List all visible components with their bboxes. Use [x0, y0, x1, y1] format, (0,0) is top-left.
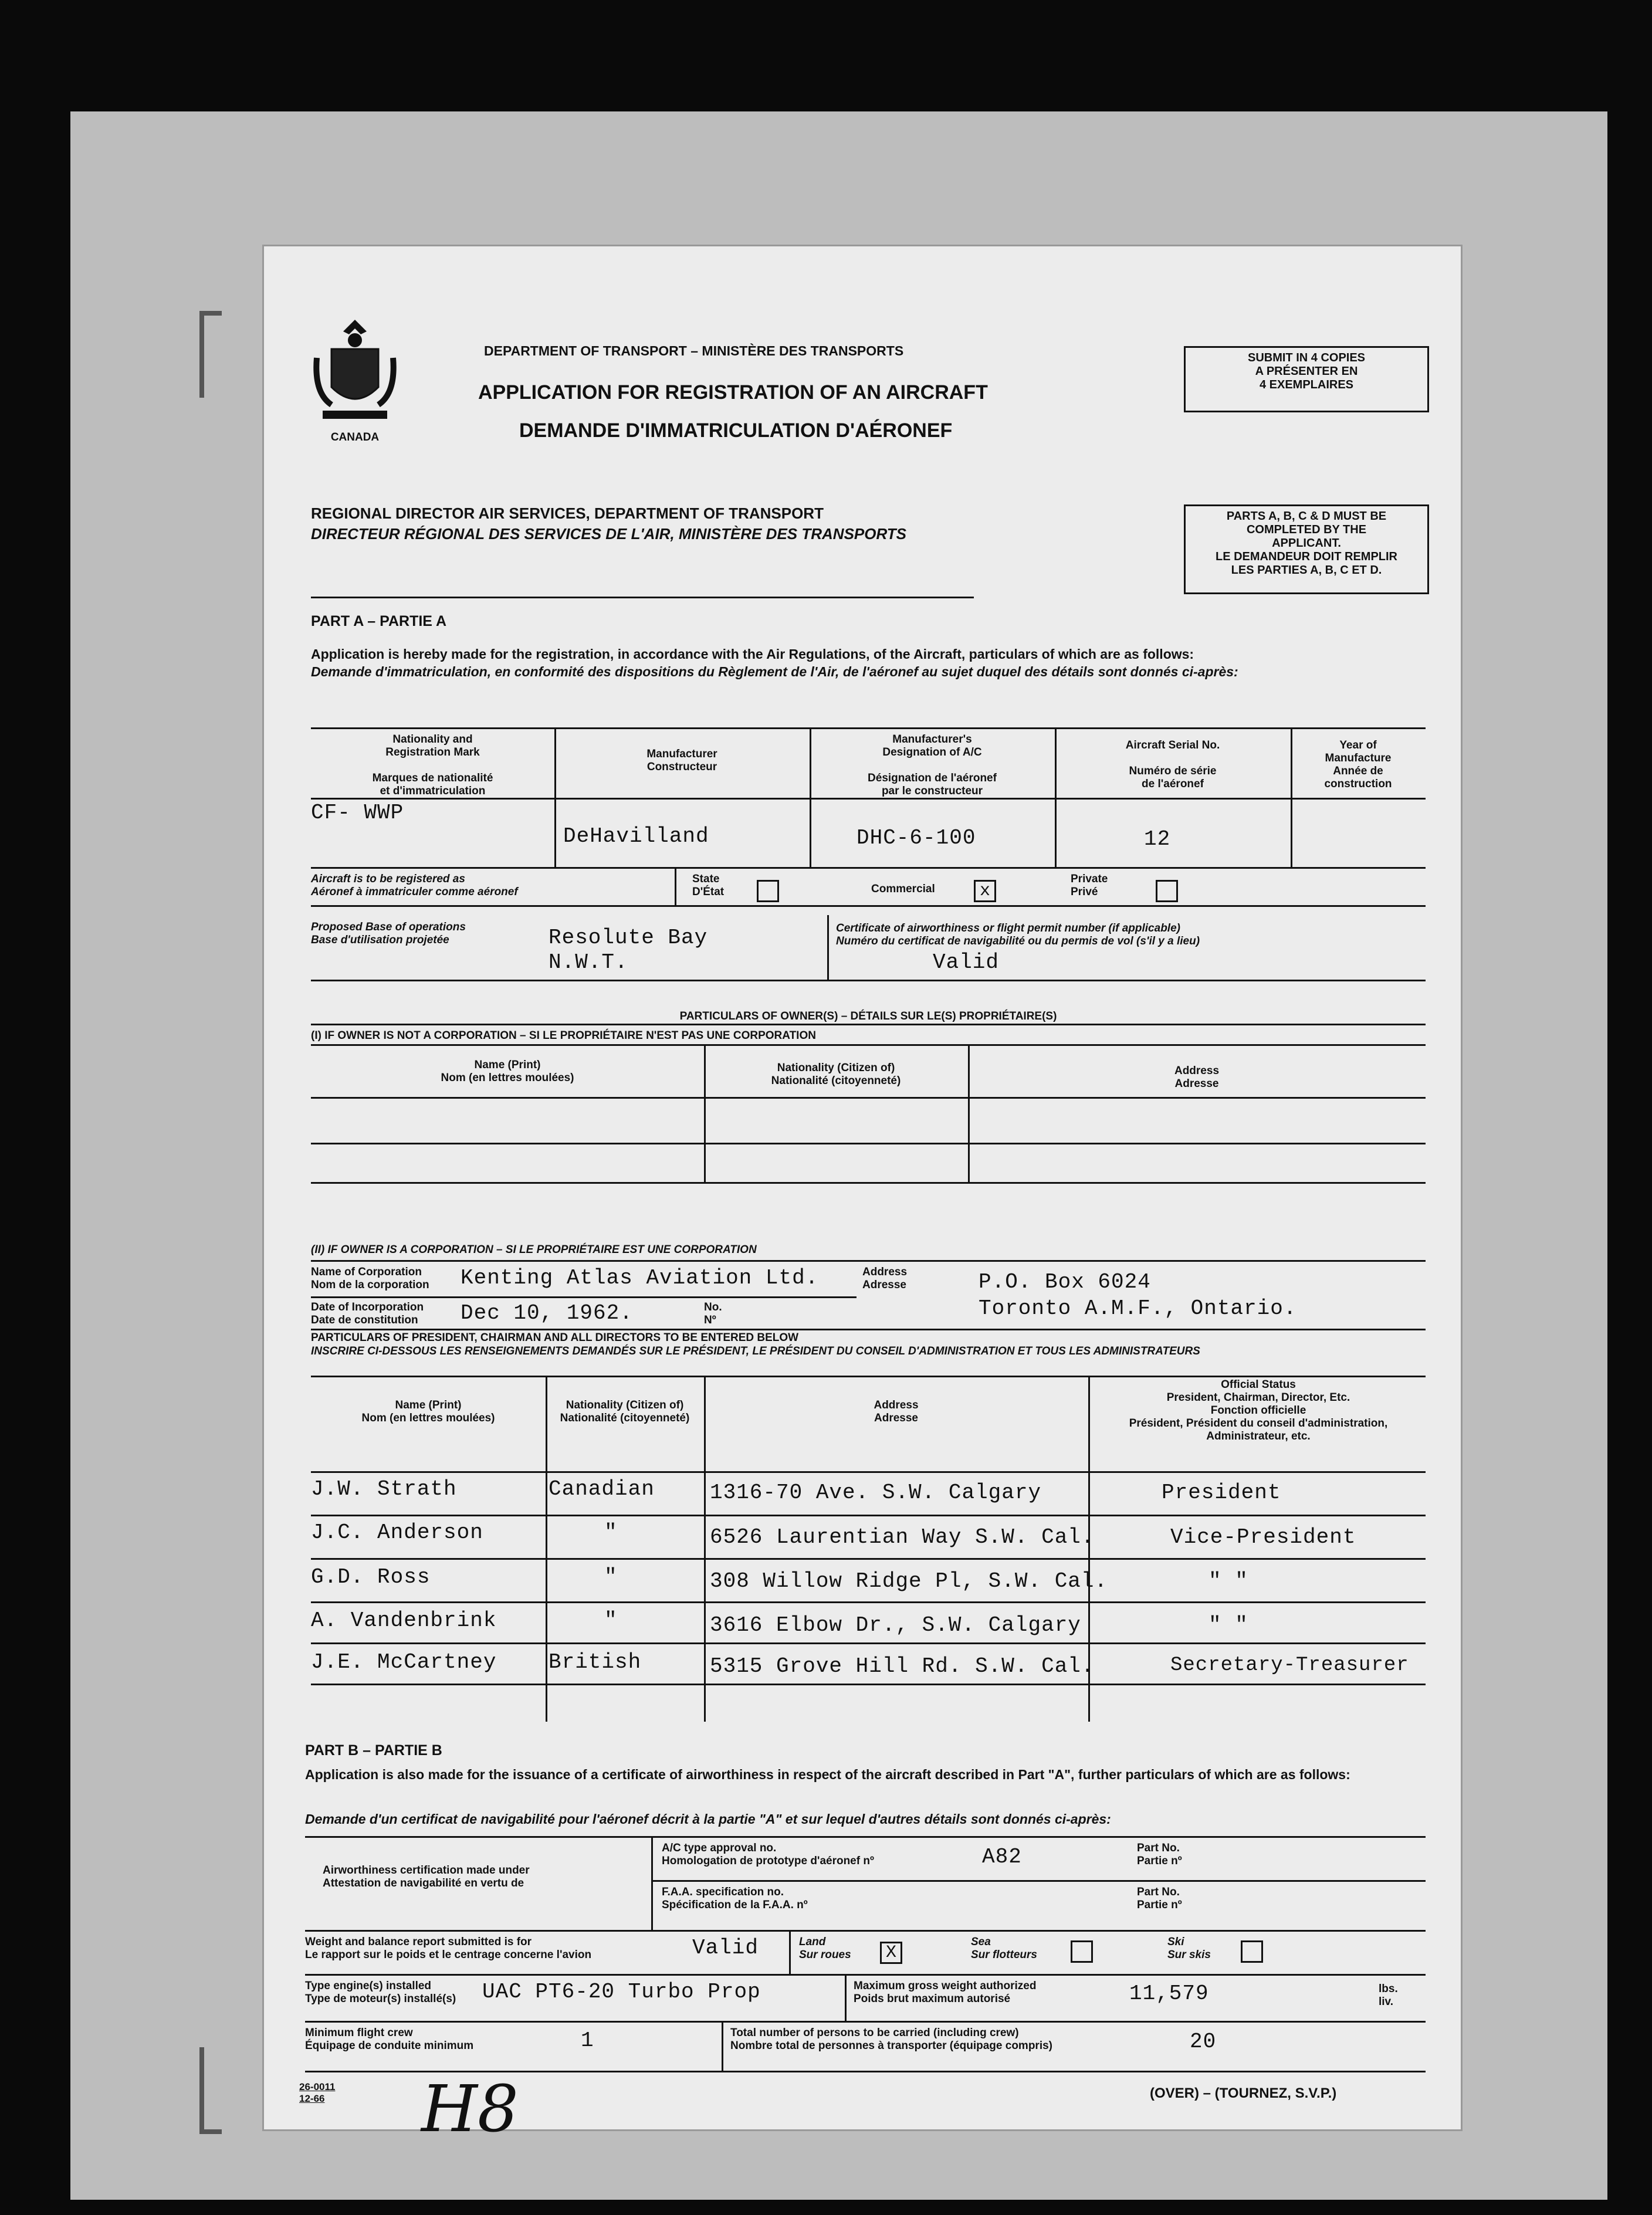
corp-address-line1: P.O. Box 6024: [979, 1270, 1151, 1294]
submit-copies-box: SUBMIT IN 4 COPIES A PRÉSENTER EN 4 EXEMPLAIRES: [1184, 346, 1429, 412]
owners-heading: PARTICULARS OF OWNER(S) – DÉTAILS SUR LE(S) PROPRIÉTAIRE(S): [679, 1010, 1057, 1022]
engine-value: UAC PT6-20 Turbo Prop: [482, 1980, 761, 2004]
serial-value: 12: [1144, 827, 1171, 851]
corp-name-value: Kenting Atlas Aviation Ltd.: [461, 1266, 819, 1290]
weight-unit: lbs. liv.: [1379, 1983, 1398, 2008]
parts-required-box: PARTS A, B, C & D MUST BE COMPLETED BY THE APPLICANT. LE DEMANDEUR DOIT REMPLIR LES PARTIES A, B, C ET D.: [1184, 504, 1429, 594]
weight-balance-value: Valid: [692, 1936, 759, 1960]
manufacturer-value: DeHavilland: [563, 824, 709, 848]
col-manufacturer-header: Manufacturer Constructeur: [646, 748, 717, 773]
weight-balance-label: Weight and balance report submitted is for Le rapport sur le poids et le centrage concerne l'avion: [305, 1936, 592, 1961]
department-line: DEPARTMENT OF TRANSPORT – MINISTÈRE DES TRANSPORTS: [484, 343, 904, 358]
director-nationality: ": [604, 1520, 618, 1545]
incorporation-date: Dec 10, 1962.: [461, 1301, 633, 1325]
corp-name-label: Name of Corporation Nom de la corporation: [311, 1266, 429, 1291]
official-status-header: Official Status President, Chairman, Director, Etc. Fonction officielle Président, Président du conseil d'administration, Administrateur, etc.: [1129, 1379, 1388, 1442]
corp-number-label: No. Nº: [704, 1301, 722, 1326]
col-year-header: Year of Manufacture Année de construction: [1324, 739, 1392, 790]
col-serial-header: Aircraft Serial No. Numéro de série de l'aéronef: [1125, 739, 1220, 790]
not-corporation-label: (I) IF OWNER IS NOT A CORPORATION – SI LE PROPRIÉTAIRE N'EST PAS UNE CORPORATION: [311, 1029, 816, 1042]
director-status: Vice-President: [1170, 1525, 1356, 1549]
col-nationality-header: Nationality and Registration Mark Marques de nationalité et d'immatriculation: [372, 733, 493, 797]
director-name: J.C. Anderson: [311, 1520, 483, 1545]
director-nationality: Canadian: [549, 1477, 655, 1501]
crop-bracket-bottom: [199, 2047, 222, 2134]
director-nationality-header: Nationality (Citizen of) Nationalité (citoyenneté): [560, 1399, 690, 1424]
part-b-heading: PART B – PARTIE B: [305, 1742, 442, 1759]
canada-crest-icon: [311, 317, 399, 428]
type-approval-label: A/C type approval no. Homologation de prototype d'aéronef nº: [662, 1842, 874, 1867]
director-name-header: Name (Print) Nom (en lettres moulées): [361, 1399, 495, 1424]
private-label: Private Privé: [1071, 873, 1108, 898]
certificate-value: Valid: [933, 950, 1000, 974]
form-title-en: APPLICATION FOR REGISTRATION OF AN AIRCRAFT: [478, 381, 988, 404]
faa-spec-label: F.A.A. specification no. Spécification de la F.A.A. nº: [662, 1886, 808, 1911]
part-a-intro-fr: Demande d'immatriculation, en conformité des dispositions du Règlement de l'Air, de l'aéronef au sujet duquel des détails sont donnés ci-après:: [311, 664, 1238, 679]
corp-address-label: Address Adresse: [862, 1266, 908, 1291]
director-nationality: ": [604, 1565, 618, 1589]
base-label: Proposed Base of operations Base d'utilisation projetée: [311, 921, 466, 946]
col-designation-header: Manufacturer's Designation of A/C Désignation de l'aéronef par le constructeur: [868, 733, 997, 797]
owner-nationality-header: Nationality (Citizen of) Nationalité (citoyenneté): [771, 1062, 901, 1087]
director-address: 5315 Grove Hill Rd. S.W. Cal.: [710, 1654, 1095, 1678]
max-weight-value: 11,579: [1129, 1982, 1209, 2006]
directors-heading-fr: INSCRIRE CI-DESSOUS LES RENSEIGNEMENTS DEMANDÉS SUR LE PRÉSIDENT, LE PRÉSIDENT DU CONSEIL D'ADMINISTRATION ET TOUS LES ADMINISTRATEURS: [311, 1345, 1200, 1357]
designation-value: DHC-6-100: [857, 826, 976, 850]
form-title-fr: DEMANDE D'IMMATRICULATION D'AÉRONEF: [519, 419, 953, 442]
incorporation-label: Date of Incorporation Date de constitution: [311, 1301, 424, 1326]
commercial-label: Commercial: [871, 883, 935, 895]
director-name: A. Vandenbrink: [311, 1608, 497, 1633]
sea-checkbox[interactable]: [1071, 1940, 1093, 1963]
max-weight-label: Maximum gross weight authorized Poids brut maximum autorisé: [854, 1980, 1037, 2005]
part-a-heading: PART A – PARTIE A: [311, 613, 447, 629]
director-address: 6526 Laurentian Way S.W. Cal.: [710, 1525, 1095, 1549]
part-a-intro-en: Application is hereby made for the registration, in accordance with the Air Regulations, of the Aircraft, particulars of which are as follows:: [311, 646, 1194, 662]
director-address-header: Address Adresse: [874, 1399, 919, 1424]
director-status: Secretary-Treasurer: [1170, 1654, 1409, 1677]
director-status: " ": [1208, 1569, 1248, 1593]
over-note: (OVER) – (TOURNEZ, S.V.P.): [1150, 2085, 1337, 2101]
part-b-intro-fr: Demande d'un certificat de navigabilité pour l'aéronef décrit à la partie "A" et sur lequel d'autres détails sont donnés ci-après:: [305, 1811, 1111, 1827]
persons-value: 20: [1190, 2030, 1217, 2054]
cert-under-label: Airworthiness certification made under Attestation de navigabilité en vertu de: [323, 1864, 530, 1889]
corporation-label: (II) IF OWNER IS A CORPORATION – SI LE PROPRIÉTAIRE EST UNE CORPORATION: [311, 1244, 757, 1256]
addressee-fr: DIRECTEUR RÉGIONAL DES SERVICES DE L'AIR, MINISTÈRE DES TRANSPORTS: [311, 525, 907, 543]
register-as-label: Aircraft is to be registered as Aéronef à immatriculer comme aéronef: [311, 873, 518, 898]
directors-heading: PARTICULARS OF PRESIDENT, CHAIRMAN AND ALL DIRECTORS TO BE ENTERED BELOW: [311, 1332, 799, 1344]
form-number: 26-0011 12-66: [299, 2081, 336, 2104]
land-label: Land Sur roues: [799, 1936, 851, 1961]
director-address: 1316-70 Ave. S.W. Calgary: [710, 1481, 1042, 1505]
crop-bracket-top: [199, 311, 222, 398]
director-address: 3616 Elbow Dr., S.W. Calgary: [710, 1613, 1081, 1637]
state-label: State D'État: [692, 873, 725, 898]
private-checkbox[interactable]: [1156, 880, 1178, 902]
certificate-label: Certificate of airworthiness or flight permit number (if applicable) Numéro du certificat de navigabilité ou du permis de vol (s'il y a lieu): [836, 922, 1200, 947]
director-status: President: [1162, 1481, 1281, 1505]
base-value-line2: N.W.T.: [549, 950, 628, 974]
land-checkbox[interactable]: X: [880, 1942, 902, 1964]
director-nationality: ": [604, 1608, 618, 1633]
ski-label: Ski Sur skis: [1167, 1936, 1211, 1961]
state-checkbox[interactable]: [757, 880, 779, 902]
engine-label: Type engine(s) installed Type de moteur(s) installé(s): [305, 1980, 456, 2005]
registration-form: [264, 246, 1461, 2146]
sea-label: Sea Sur flotteurs: [971, 1936, 1037, 1961]
director-name: J.W. Strath: [311, 1477, 457, 1501]
director-nationality: British: [549, 1650, 642, 1674]
owner-address-header: Address Adresse: [1174, 1065, 1220, 1090]
director-name: G.D. Ross: [311, 1565, 431, 1589]
part-no-label-1: Part No. Partie nº: [1137, 1842, 1182, 1867]
director-status: " ": [1208, 1613, 1248, 1637]
crest-label: CANADA: [330, 431, 380, 443]
registration-mark-value: CF- WWP: [311, 801, 404, 825]
flight-crew-value: 1: [581, 2028, 594, 2053]
part-b-intro-en: Application is also made for the issuance of a certificate of airworthiness in respect of the aircraft described in Part "A", further particulars of which are as follows:: [305, 1767, 1350, 1782]
ski-checkbox[interactable]: [1241, 1940, 1263, 1963]
owner-name-header: Name (Print) Nom (en lettres moulées): [441, 1059, 574, 1084]
director-name: J.E. McCartney: [311, 1650, 497, 1674]
part-no-label-2: Part No. Partie nº: [1137, 1886, 1182, 1911]
handwritten-initials: H8: [421, 2071, 519, 2146]
persons-label: Total number of persons to be carried (including crew) Nombre total de personnes à transporter (équipage compris): [730, 2027, 1052, 2052]
director-address: 308 Willow Ridge Pl, S.W. Cal.: [710, 1569, 1108, 1593]
commercial-checkbox[interactable]: x: [974, 880, 996, 902]
addressee-en: REGIONAL DIRECTOR AIR SERVICES, DEPARTMENT OF TRANSPORT: [311, 504, 824, 522]
corp-address-line2: Toronto A.M.F., Ontario.: [979, 1296, 1297, 1320]
base-value-line1: Resolute Bay: [549, 926, 708, 950]
flight-crew-label: Minimum flight crew Équipage de conduite minimum: [305, 2027, 474, 2052]
type-approval-value: A82: [982, 1845, 1022, 1869]
